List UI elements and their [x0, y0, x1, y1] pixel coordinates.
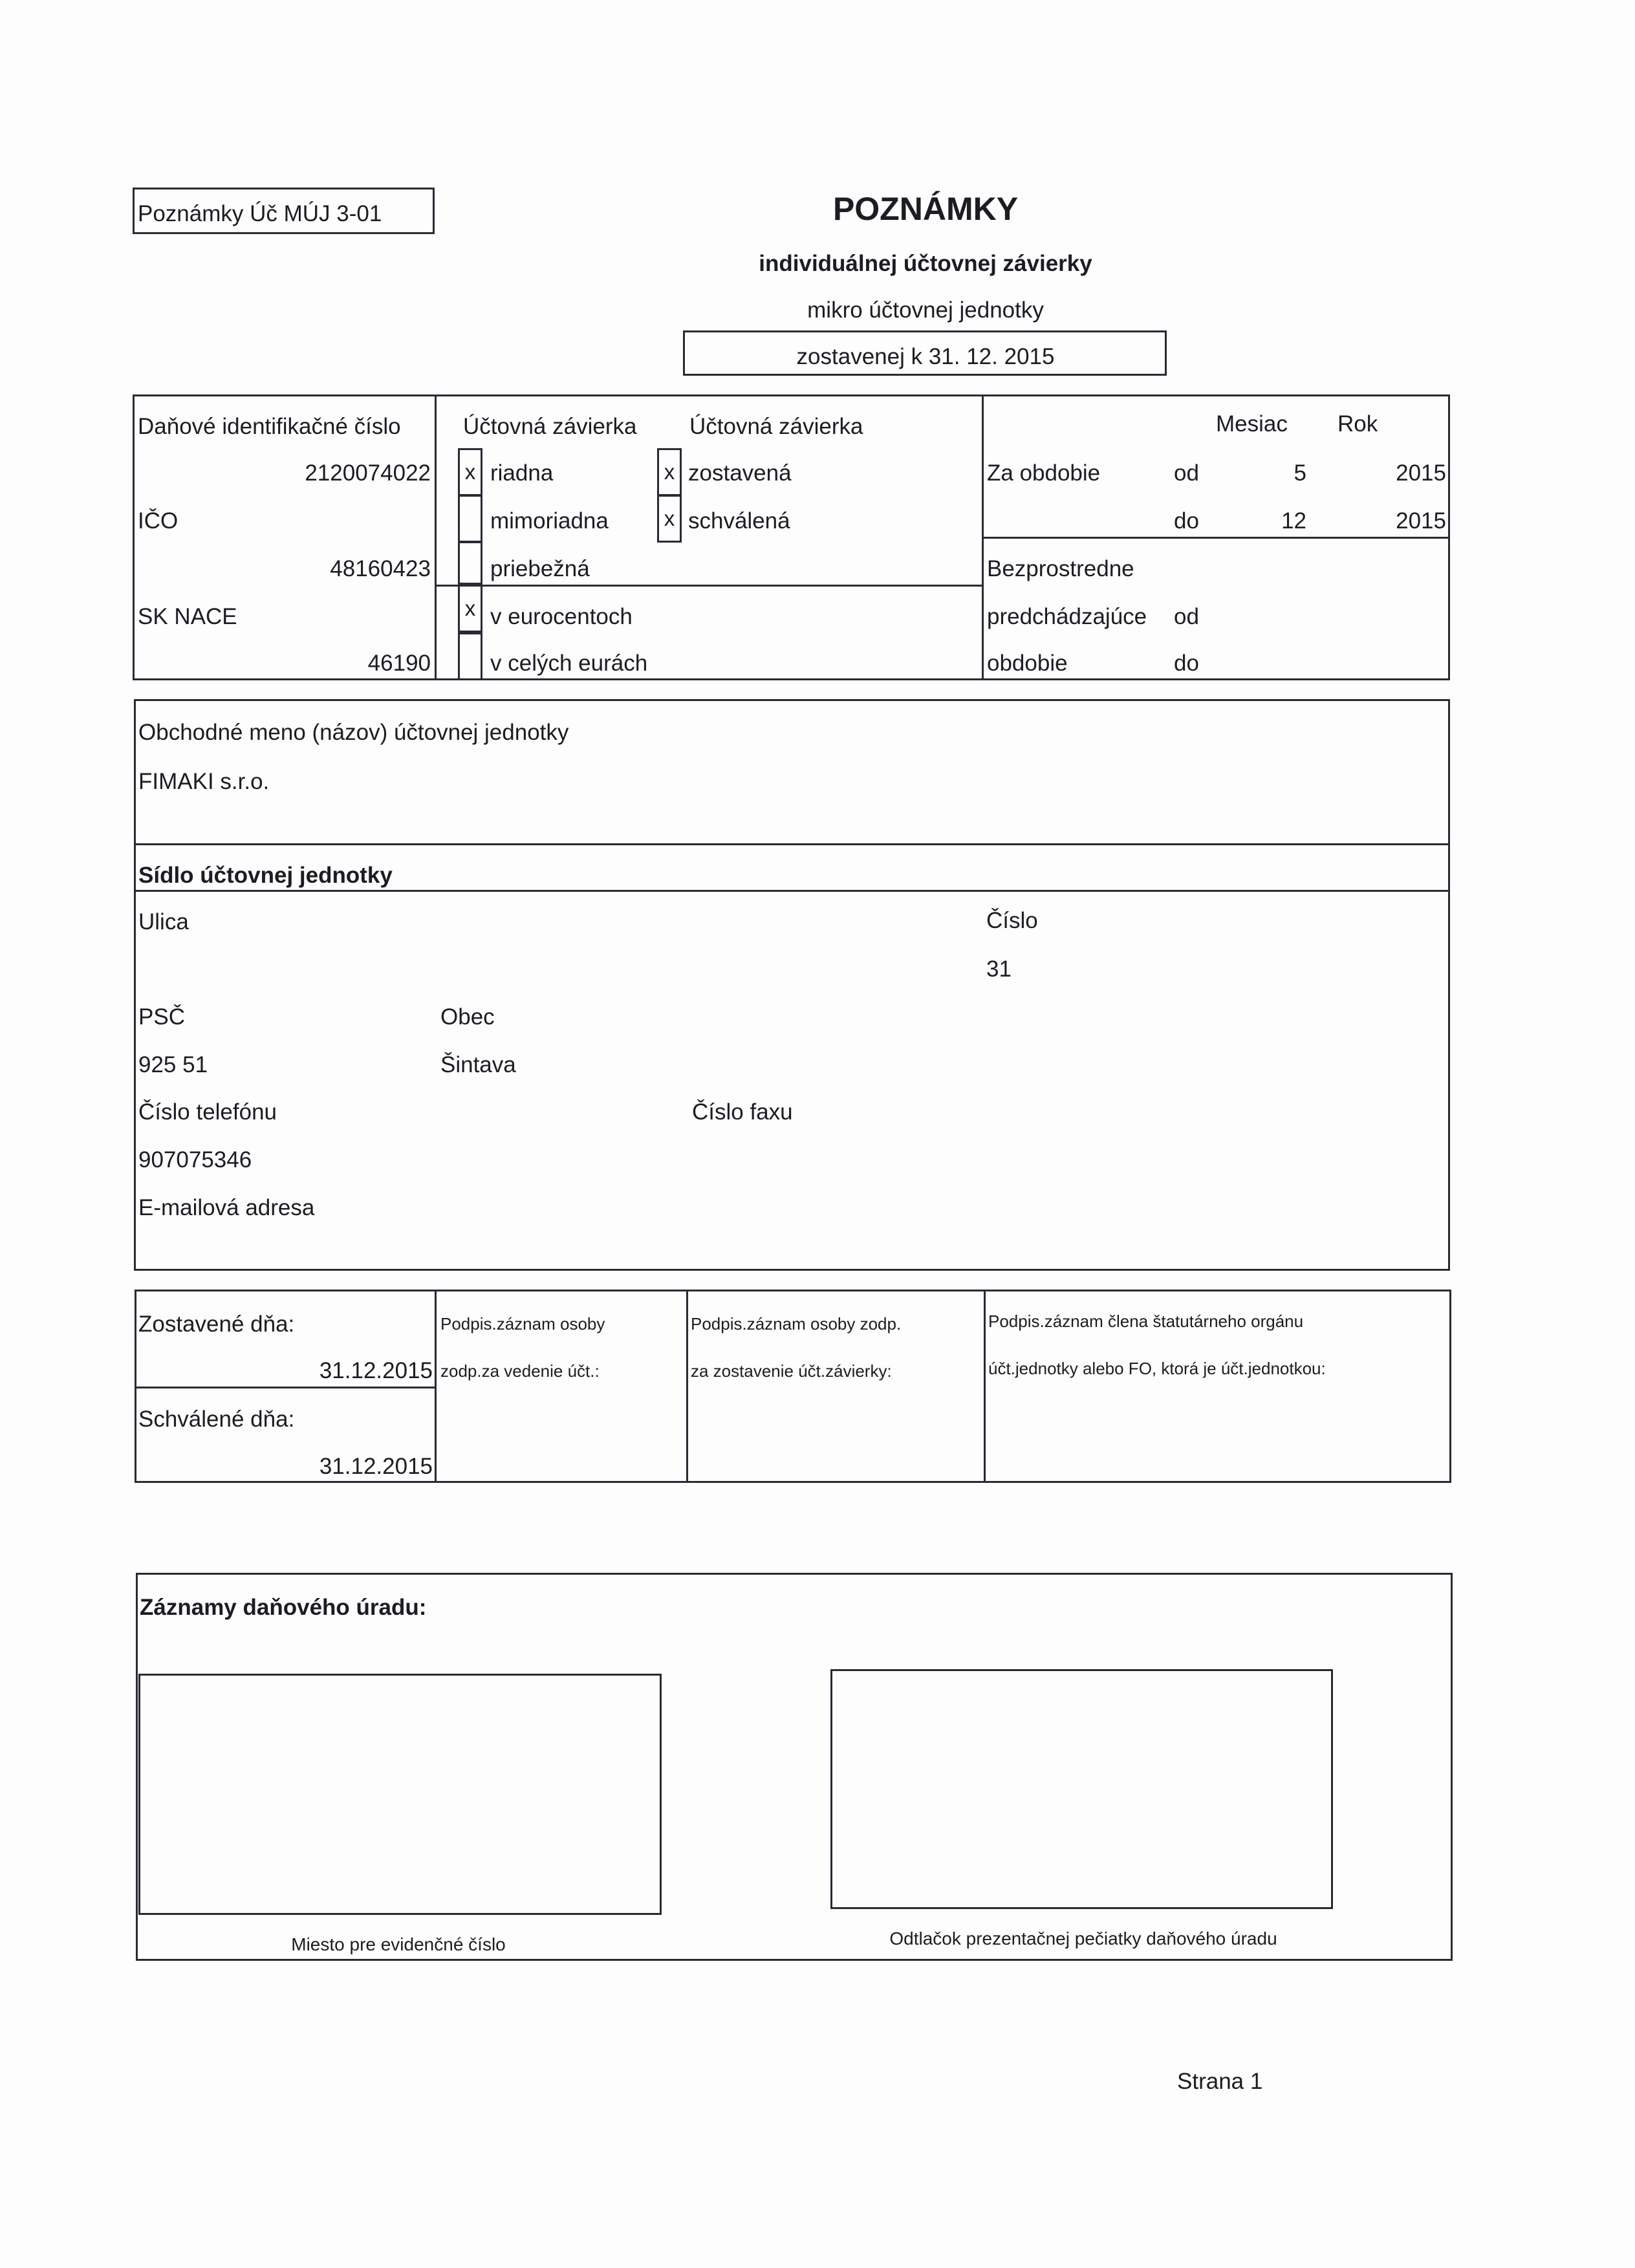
psc-value: 925 51	[138, 1052, 208, 1077]
ico-label: IČO	[138, 508, 179, 534]
page-title: POZNÁMKY	[832, 191, 1019, 227]
label-eurocent: v eurocentoch	[490, 604, 633, 629]
subtitle-2: mikro účtovnej jednotky	[807, 297, 1044, 323]
divider	[686, 1290, 688, 1483]
zavierka-heading-2: Účtovná závierka	[689, 414, 863, 439]
sig-1-line-2: zodp.za vedenie účt.:	[440, 1361, 600, 1381]
prev-od-label: od	[1174, 604, 1199, 629]
divider	[435, 394, 437, 680]
checkbox-zostavena[interactable]: x	[657, 448, 682, 496]
cislo-value: 31	[986, 956, 1012, 982]
divider	[135, 1387, 435, 1388]
tax-office-heading: Záznamy daňového úradu:	[140, 1595, 427, 1620]
company-name: FIMAKI s.r.o.	[138, 769, 270, 794]
sig-3-line-1: Podpis.záznam člena štatutárneho orgánu	[988, 1312, 1304, 1331]
dic-label: Daňové identifikačné číslo	[138, 414, 401, 439]
psc-label: PSČ	[138, 1004, 185, 1030]
tel-value: 907075346	[138, 1147, 252, 1172]
email-label: E-mailová adresa	[138, 1195, 315, 1220]
ulica-label: Ulica	[138, 909, 189, 934]
label-mimoriadna: mimoriadna	[490, 508, 609, 534]
ico-value: 48160423	[330, 556, 431, 581]
checkbox-schvalena[interactable]: x	[657, 495, 682, 543]
prev-period-1: Bezprostredne	[987, 556, 1134, 581]
company-box	[134, 699, 1450, 1271]
do-mesiac: 12	[1281, 508, 1306, 534]
od-label: od	[1174, 460, 1199, 486]
label-priebezna: priebežná	[490, 556, 590, 581]
evidence-number-label: Miesto pre evidenčné číslo	[291, 1934, 506, 1954]
sig-2-line-2: za zostavenie účt.závierky:	[691, 1361, 892, 1381]
cislo-label: Číslo	[986, 908, 1038, 933]
evidence-number-box	[138, 1674, 662, 1915]
divider	[435, 585, 982, 587]
divider	[984, 1290, 986, 1483]
label-schvalena: schválená	[688, 508, 790, 534]
schvalene-value: 31.12.2015	[319, 1454, 433, 1479]
za-obdobie-label: Za obdobie	[987, 460, 1101, 486]
prev-period-3: obdobie	[987, 651, 1068, 676]
dic-value: 2120074022	[305, 460, 431, 486]
do-rok: 2015	[1396, 508, 1446, 534]
label-cele-eura: v celých eurách	[490, 651, 648, 676]
checkbox-mimoriadna[interactable]	[458, 495, 482, 543]
sig-2-line-1: Podpis.záznam osoby zodp.	[691, 1314, 902, 1334]
date-line: zostavenej k 31. 12. 2015	[796, 344, 1055, 369]
obec-value: Šintava	[440, 1052, 516, 1077]
divider	[982, 537, 1450, 539]
tel-label: Číslo telefónu	[138, 1099, 277, 1125]
sig-1-line-1: Podpis.záznam osoby	[440, 1314, 605, 1334]
form-code: Poznámky Úč MÚJ 3-01	[138, 201, 382, 226]
stamp-label: Odtlačok prezentačnej pečiatky daňového úradu	[889, 1928, 1277, 1949]
od-mesiac: 5	[1294, 460, 1306, 486]
nace-value: 46190	[367, 651, 431, 676]
checkbox-priebezna[interactable]	[458, 541, 482, 585]
label-riadna: riadna	[490, 460, 554, 486]
sig-3-line-2: účt.jednotky alebo FO, ktorá je účt.jednotkou:	[988, 1359, 1326, 1378]
mesiac-label: Mesiac	[1216, 411, 1288, 437]
divider	[435, 1290, 437, 1483]
page-number: Strana 1	[1177, 2069, 1263, 2094]
schvalene-label: Schválené dňa:	[138, 1407, 295, 1432]
checkbox-riadna[interactable]: x	[458, 448, 482, 496]
prev-period-2: predchádzajúce	[987, 604, 1147, 629]
zostavene-label: Zostavené dňa:	[138, 1312, 295, 1337]
subtitle: individuálnej účtovnej závierky	[759, 251, 1092, 276]
zavierka-heading-1: Účtovná závierka	[463, 414, 637, 439]
obec-label: Obec	[440, 1004, 495, 1030]
company-name-label: Obchodné meno (názov) účtovnej jednotky	[138, 720, 569, 745]
stamp-box	[830, 1669, 1333, 1909]
label-zostavena: zostavená	[688, 460, 792, 486]
zostavene-value: 31.12.2015	[319, 1358, 433, 1383]
rok-label: Rok	[1337, 411, 1378, 437]
checkbox-cele-eura[interactable]	[458, 632, 482, 680]
divider	[134, 890, 1450, 892]
checkbox-eurocent[interactable]: x	[458, 585, 482, 632]
fax-label: Číslo faxu	[692, 1099, 793, 1125]
do-label: do	[1174, 508, 1199, 534]
prev-do-label: do	[1174, 651, 1199, 676]
od-rok: 2015	[1396, 460, 1446, 486]
nace-label: SK NACE	[138, 604, 237, 629]
seat-heading: Sídlo účtovnej jednotky	[138, 863, 393, 888]
divider	[134, 843, 1450, 845]
